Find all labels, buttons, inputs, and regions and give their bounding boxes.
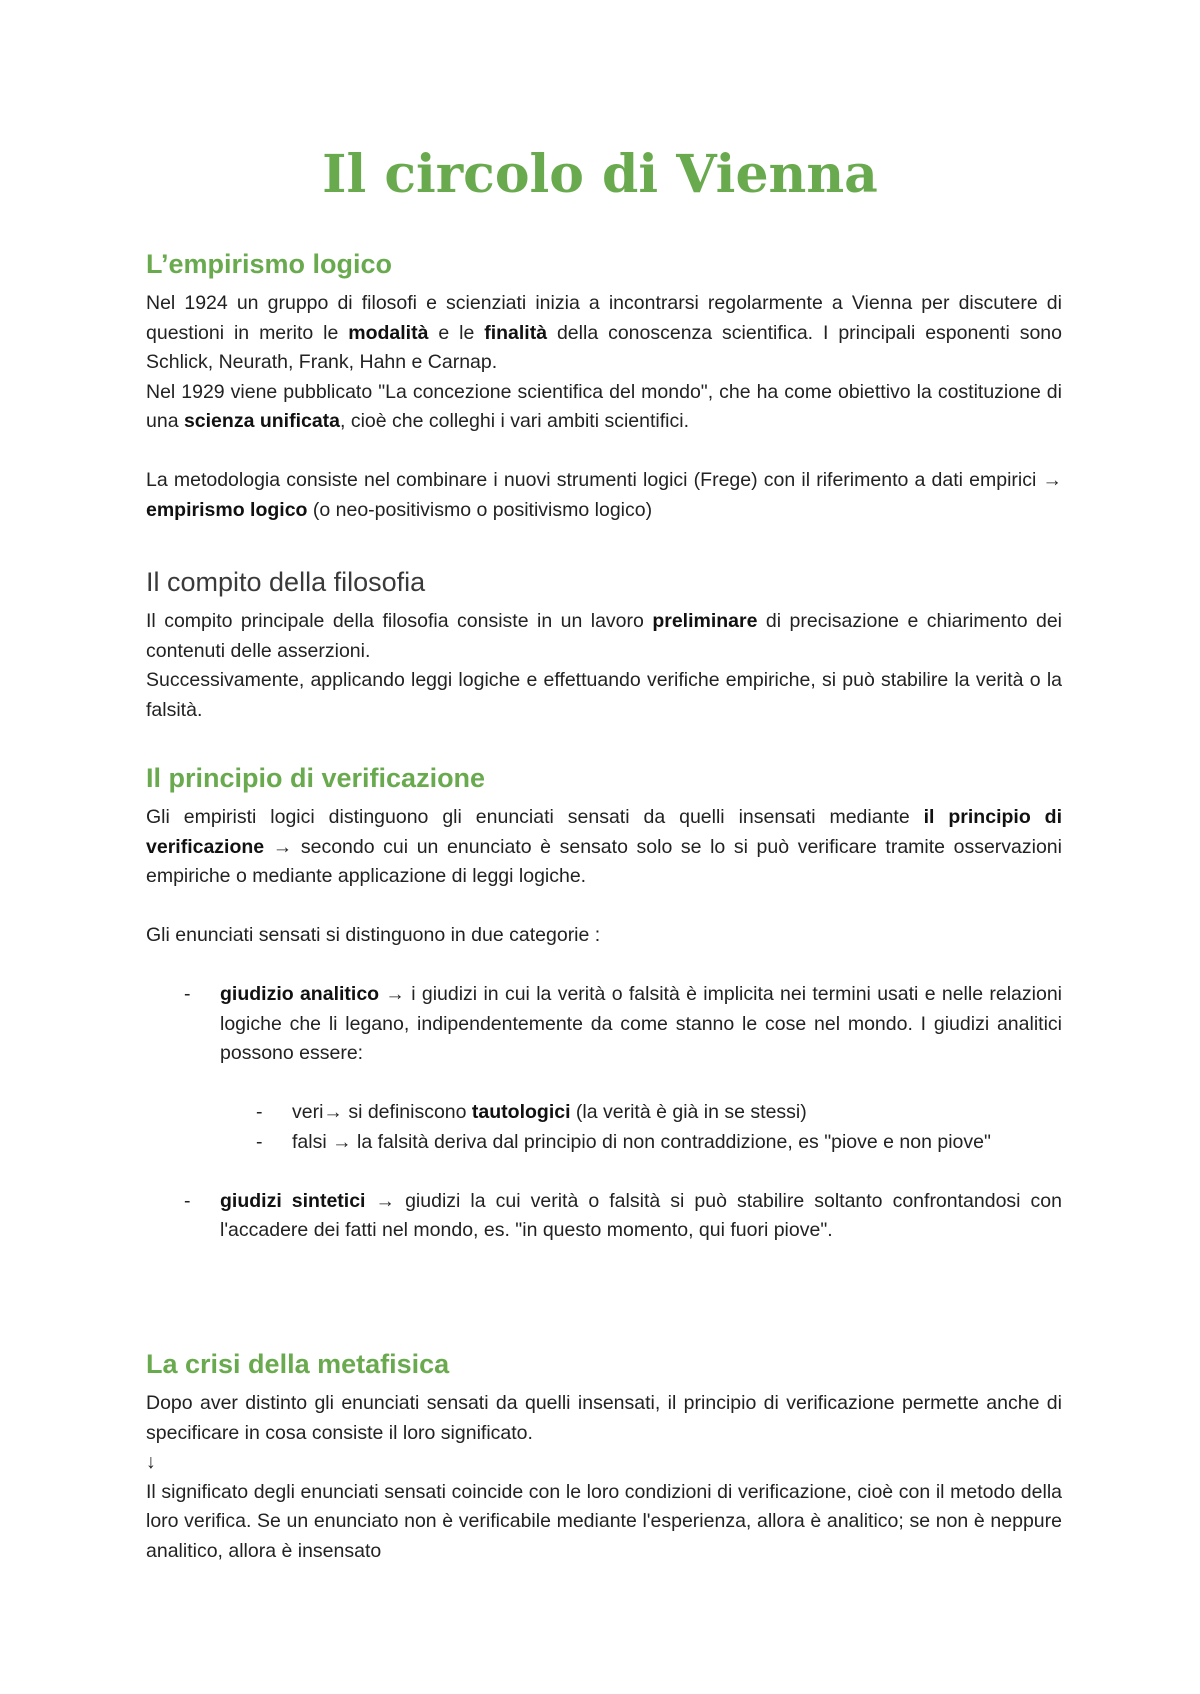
text-run: di precisazione e chiarimento dei contenuti delle asserzioni. — [146, 610, 1063, 662]
text-run: e le — [428, 321, 485, 344]
down-arrow: ↓ — [146, 1451, 156, 1473]
paragraph: Successivamente, applicando leggi logiche e effettuando verifiche empiriche, si può stabilire la verità o la falsità. — [146, 669, 1062, 721]
text-run: (o neo-positivismo o positivismo logico) — [307, 498, 653, 521]
category-list — [146, 980, 1062, 1069]
text-run: Nel 1929 viene pubblicato "La concezione scientifica del mondo", che ha come obiettivo la costituzione di una — [146, 380, 1062, 432]
paragraph: Dopo aver distinto gli enunciati sensati da quelli insensati, il principio di verificazione permette anche di specificare in cosa consiste il loro significato. — [146, 1392, 1062, 1444]
nested-list-container — [220, 1098, 1062, 1157]
paragraph: Il significato degli enunciati sensati coincide con le loro condizioni di verificazione, cioè con il metodo della loro verifica. Se un enunciato non è verificabile mediante l'esperienza, allora è analitico; se non è neppure analitico, allora è insensato — [146, 1480, 1062, 1562]
bold-term: modalità — [348, 321, 429, 344]
paragraph — [146, 803, 1062, 892]
text-run: (la verità è già in se stessi) — [570, 1101, 807, 1123]
paragraph — [146, 607, 1062, 666]
text-run: Nel 1924 un gruppo di filosofi e scienziati inizia a incontrarsi regolarmente a Vienna per discutere di questioni in merito le — [146, 292, 1062, 344]
text-run: → secondo cui un enunciato è sensato solo se lo si può verificare tramite osservazioni empiriche o mediante applicazione di leggi logiche. — [146, 835, 1062, 887]
paragraph: Gli enunciati sensati si distinguono in due categorie : — [146, 924, 601, 946]
dash-bullet: - — [256, 1130, 263, 1153]
list-item — [184, 980, 1062, 1069]
bold-term: scienza unificata — [183, 410, 341, 432]
bold-term: il principio di verificazione — [146, 806, 1062, 858]
section-heading: Il compito della filosofia — [146, 567, 426, 597]
text-run: , cioè che colleghi i vari ambiti scientifici. — [340, 410, 689, 432]
dash-bullet: - — [184, 1189, 191, 1212]
bold-term: giudizi sintetici — [220, 1189, 366, 1212]
list-item — [256, 1128, 1062, 1158]
list-item — [184, 1187, 1062, 1246]
paragraph — [146, 378, 1062, 437]
bold-term: giudizio analitico — [220, 983, 380, 1005]
section-heading: La crisi della metafisica — [146, 1349, 450, 1379]
sub-list — [220, 1098, 1062, 1157]
text-run: → giudizi la cui verità o falsità si può stabilire soltanto confrontandosi con l'accadere dei fatti nel mondo, es. "in questo momento, qui fuori piove". — [220, 1189, 1062, 1241]
bold-term: tautologici — [471, 1101, 571, 1123]
section-heading: L’empirismo logico — [146, 249, 393, 279]
paragraph — [146, 466, 1062, 525]
text-run: Il compito principale della filosofia consiste in un lavoro — [146, 610, 653, 632]
page-title: Il circolo di Vienna — [322, 144, 878, 205]
bold-term: preliminare — [652, 610, 758, 632]
section-metafisica — [146, 1346, 1062, 1566]
text-run: Gli empiristi logici distinguono gli enunciati sensati da quelli insensati mediante — [146, 806, 924, 828]
section-empirismo — [146, 246, 1062, 525]
section-heading: Il principio di verificazione — [146, 763, 486, 793]
paragraph — [146, 289, 1062, 378]
category-list — [146, 1187, 1062, 1246]
text-run: falsi → la falsità deriva dal principio di non contraddizione, es "piove e non piove" — [292, 1130, 991, 1153]
text-run: La metodologia consiste nel combinare i nuovi strumenti logici (Frege) con il riferimento a dati empirici → — [146, 469, 1062, 491]
section-verificazione — [146, 760, 1062, 1246]
category-list — [146, 1098, 1062, 1157]
list-item — [256, 1098, 1062, 1128]
text-run: della conoscenza scientifica. I principali esponenti sono Schlick, Neurath, Frank, Hahn e Carnap. — [146, 321, 1062, 373]
dash-bullet: - — [256, 1101, 263, 1123]
text-run: → i giudizi in cui la verità o falsità è implicita nei termini usati e nelle relazioni logiche che li legano, indipendentemente da come stanno le cose nel mondo. I giudizi analitici possono essere: — [220, 983, 1062, 1064]
bold-term: finalità — [484, 321, 548, 344]
bold-term: empirismo logico — [146, 498, 308, 521]
section-compito — [146, 564, 1062, 725]
dash-bullet: - — [184, 983, 191, 1005]
text-run: veri→ si definiscono — [292, 1101, 472, 1123]
